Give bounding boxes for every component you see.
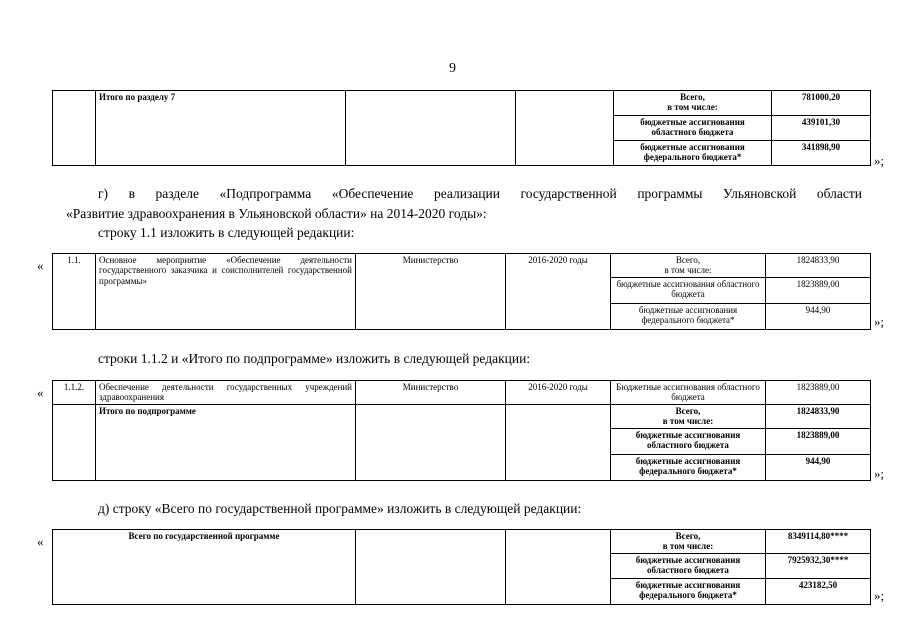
row-1-1-2-table bbox=[52, 380, 871, 481]
subprogram-total-label: Итого по подпрограмме bbox=[96, 405, 356, 481]
fin-amount-federal: 423182,50 bbox=[766, 579, 871, 605]
fin-source-federal: бюджетные ассигнования федерального бюджета* bbox=[611, 455, 766, 481]
section-7-total-table bbox=[52, 90, 871, 166]
fin-source-regional: бюджетные ассигнования областного бюджета bbox=[614, 116, 772, 141]
page-number: 9 bbox=[449, 61, 456, 76]
fin-source-federal: бюджетные ассигнования федерального бюджета* bbox=[611, 579, 766, 605]
table-cell bbox=[506, 530, 611, 605]
fin-source-total: Всего, в том числе: bbox=[611, 530, 766, 554]
closing-quote: »; bbox=[874, 466, 885, 481]
table-cell bbox=[516, 91, 614, 166]
row-1-1-table bbox=[52, 253, 871, 330]
fin-source-total: Всего, в том числе: bbox=[614, 91, 772, 116]
fin-source-federal: бюджетные ассигнования федерального бюджета* bbox=[614, 141, 772, 166]
row-fin-source: Бюджетные ассигнования областного бюджета bbox=[611, 381, 766, 405]
program-total-table bbox=[52, 529, 871, 605]
period: 2016-2020 годы bbox=[506, 381, 611, 405]
fin-amount-total: 1824833,90 bbox=[766, 405, 871, 429]
executor: Министерство bbox=[356, 254, 506, 330]
row-number: 1.1. bbox=[53, 254, 96, 330]
row-fin-amount: 1823889,00 bbox=[766, 381, 871, 405]
fin-amount-federal: 944,90 bbox=[766, 304, 871, 330]
closing-quote: »; bbox=[874, 588, 885, 603]
section-total-label: Итого по разделу 7 bbox=[96, 91, 346, 166]
paragraph-g-line-1: г) в разделе «Подпрограмма «Обеспечение реализации государственной программы Ульяновской области bbox=[98, 186, 862, 201]
table-cell bbox=[53, 405, 96, 481]
fin-source-regional: бюджетные ассигнования областного бюджета bbox=[611, 554, 766, 579]
table-cell bbox=[356, 405, 506, 481]
closing-quote: »; bbox=[874, 314, 885, 329]
paragraph-g-line-2: «Развитие здравоохранения в Ульяновской области» на 2014-2020 годы»: bbox=[66, 206, 487, 221]
fin-amount-regional: 439101,30 bbox=[772, 116, 871, 141]
fin-amount-total: 781000,20 bbox=[772, 91, 871, 116]
executor: Министерство bbox=[356, 381, 506, 405]
table-cell bbox=[356, 530, 506, 605]
fin-source-total: Всего, в том числе: bbox=[611, 405, 766, 429]
fin-amount-regional: 1823889,00 bbox=[766, 278, 871, 304]
fin-amount-total: 8349114,80**** bbox=[766, 530, 871, 554]
fin-amount-federal: 944,90 bbox=[766, 455, 871, 481]
row-number: 1.1.2. bbox=[53, 381, 96, 405]
fin-source-regional: бюджетные ассигнования областного бюджета bbox=[611, 278, 766, 304]
measure-name: Обеспечение деятельности государственных учреждений здравоохранения bbox=[96, 381, 356, 405]
fin-source-federal: бюджетные ассигнования федерального бюджета* bbox=[611, 304, 766, 330]
opening-quote: « bbox=[37, 385, 44, 400]
paragraph-d: д) строку «Всего по государственной программе» изложить в следующей редакции: bbox=[98, 501, 582, 516]
opening-quote: « bbox=[37, 534, 44, 549]
measure-name: Основное мероприятие «Обеспечение деятельности государственного заказчика и соисполнителей государственной программы» bbox=[96, 254, 356, 330]
fin-amount-regional: 1823889,00 bbox=[766, 429, 871, 455]
table-cell bbox=[53, 91, 96, 166]
fin-source-total: Всего, в том числе: bbox=[611, 254, 766, 278]
paragraph-rows: строки 1.1.2 и «Итого по подпрограмме» изложить в следующей редакции: bbox=[98, 351, 531, 366]
program-total-label: Всего по государственной программе bbox=[53, 530, 356, 605]
opening-quote: « bbox=[37, 258, 44, 273]
fin-amount-total: 1824833,90 bbox=[766, 254, 871, 278]
paragraph-g-line-3: строку 1.1 изложить в следующей редакции: bbox=[98, 225, 355, 240]
fin-amount-regional: 7925932,30**** bbox=[766, 554, 871, 579]
table-cell bbox=[346, 91, 516, 166]
fin-amount-federal: 341898,90 bbox=[772, 141, 871, 166]
table-cell bbox=[506, 405, 611, 481]
closing-quote: »; bbox=[874, 153, 885, 168]
fin-source-regional: бюджетные ассигнования областного бюджета bbox=[611, 429, 766, 455]
period: 2016-2020 годы bbox=[506, 254, 611, 330]
